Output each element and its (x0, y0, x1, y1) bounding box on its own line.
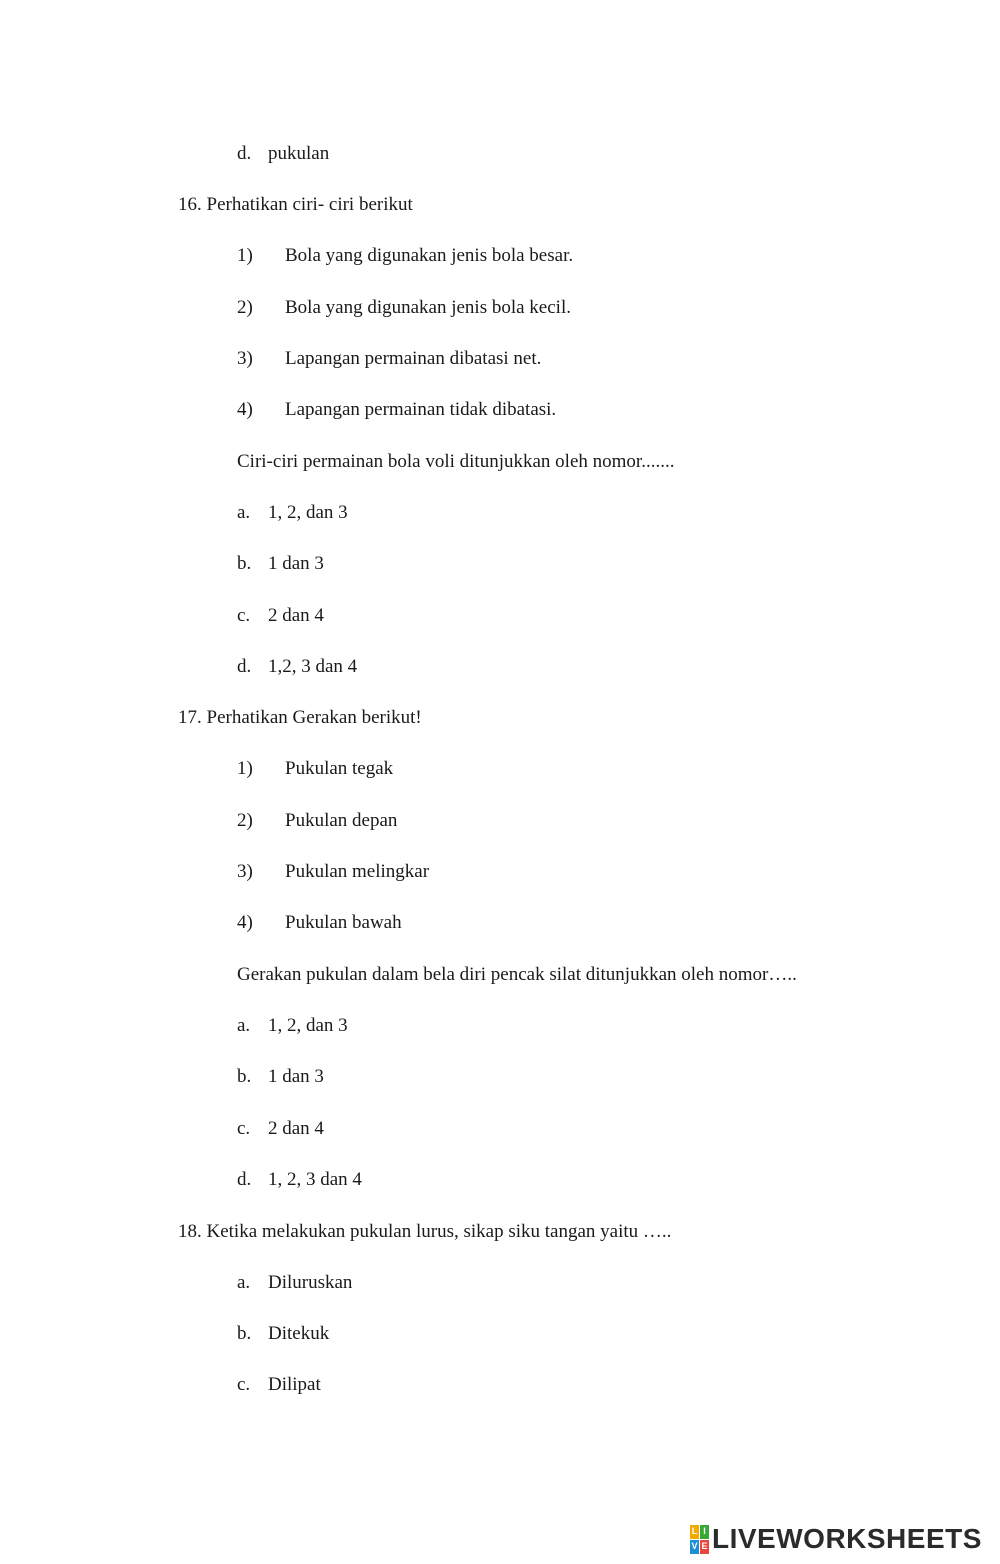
question-16-title: 16. Perhatikan ciri- ciri berikut (178, 194, 413, 215)
question-17-title: 17. Perhatikan Gerakan berikut! (178, 707, 422, 728)
option-prev-d: d. pukulan (237, 143, 330, 164)
q18-option-b: b. Ditekuk (237, 1323, 330, 1344)
q17-option-c: c. 2 dan 4 (237, 1118, 324, 1139)
q17-item-2: 2) Pukulan depan (237, 810, 398, 831)
q16-option-b: b. 1 dan 3 (237, 553, 324, 574)
q16-option-c: c. 2 dan 4 (237, 605, 324, 626)
q18-option-a: a. Diluruskan (237, 1272, 353, 1293)
q17-item-4: 4) Pukulan bawah (237, 912, 402, 933)
logo-grid-icon (690, 1525, 709, 1554)
q16-item-2: 2) Bola yang digunakan jenis bola kecil. (237, 297, 571, 318)
q17-option-a: a. 1, 2, dan 3 (237, 1015, 348, 1036)
q18-option-c: c. Dilipat (237, 1374, 321, 1395)
q16-item-4: 4) Lapangan permainan tidak dibatasi. (237, 399, 557, 420)
q16-option-a: a. 1, 2, dan 3 (237, 502, 348, 523)
q17-item-1: 1) Pukulan tegak (237, 758, 394, 779)
q17-prompt: Gerakan pukulan dalam bela diri pencak silat ditunjukkan oleh nomor….. (237, 964, 797, 985)
logo-grid-cell: I (700, 1525, 709, 1539)
q17-item-3: 3) Pukulan melingkar (237, 861, 430, 882)
q16-item-3: 3) Lapangan permainan dibatasi net. (237, 348, 542, 369)
q16-prompt: Ciri-ciri permainan bola voli ditunjukkan oleh nomor....... (237, 451, 675, 472)
logo-grid-cell: L (690, 1525, 699, 1539)
liveworksheets-logo (690, 1523, 982, 1555)
q16-option-d: d. 1,2, 3 dan 4 (237, 656, 358, 677)
logo-grid-cell: E (700, 1540, 709, 1554)
question-18-title: 18. Ketika melakukan pukulan lurus, sikap siku tangan yaitu ….. (178, 1221, 672, 1242)
q17-option-d: d. 1, 2, 3 dan 4 (237, 1169, 362, 1190)
q17-option-b: b. 1 dan 3 (237, 1066, 324, 1087)
logo-grid-cell: V (690, 1540, 699, 1554)
q16-item-1: 1) Bola yang digunakan jenis bola besar. (237, 245, 574, 266)
logo-wordmark: LIVEWORKSHEETS (712, 1523, 982, 1554)
